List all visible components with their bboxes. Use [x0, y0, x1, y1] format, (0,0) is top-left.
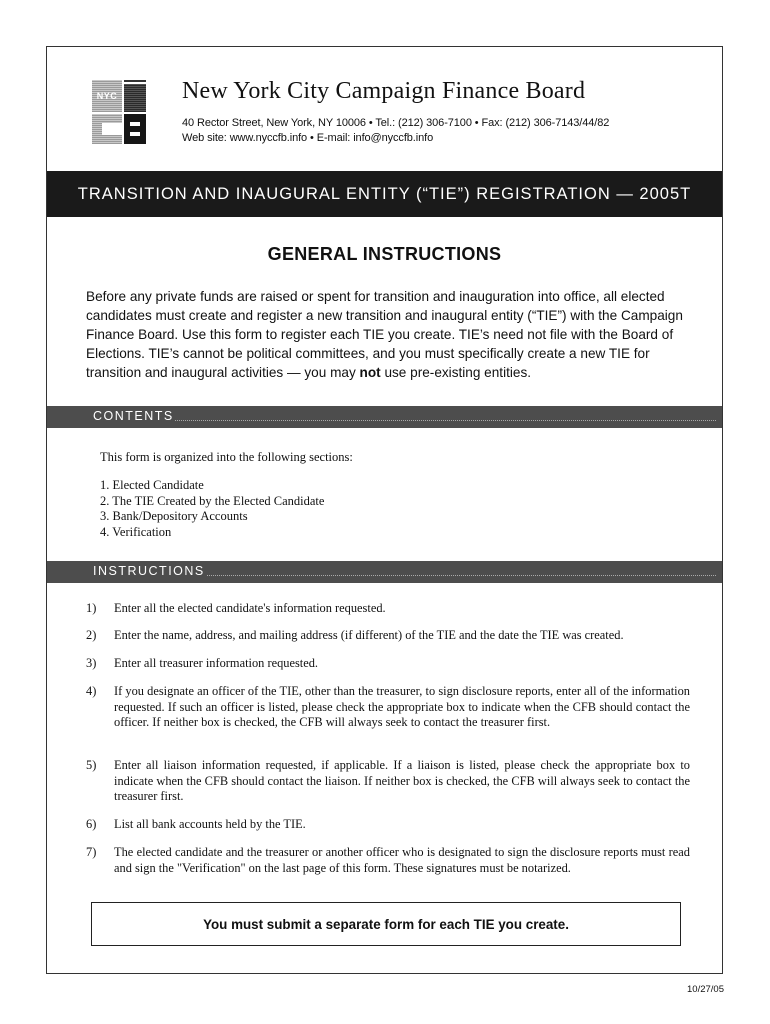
contents-dotted-rule	[175, 420, 716, 421]
form-revision-date: 10/27/05	[687, 984, 724, 995]
instruction-number: 4)	[86, 684, 97, 698]
instructions-section-bar	[47, 561, 722, 583]
contents-item: 1. Elected Candidate	[100, 478, 204, 492]
contents-item: 2. The TIE Created by the Elected Candidate	[100, 493, 325, 508]
instructions-label: INSTRUCTIONS	[93, 564, 205, 578]
instruction-item	[86, 758, 690, 805]
general-instructions-heading: GENERAL INSTRUCTIONS	[267, 244, 502, 264]
separate-form-notice	[91, 902, 681, 946]
instruction-number: 5)	[86, 758, 97, 772]
instruction-item	[86, 601, 690, 617]
instruction-number: 1)	[86, 601, 97, 615]
intro-text-after: use pre-existing entities.	[380, 365, 532, 380]
instruction-text: Enter all liaison information requested, if applicable. If a liaison is listed, please check the appropriate box to indicate when the CFB should contact the liaison. If neither box is checked, the CFB will always seek to contact the treasurer first.	[114, 758, 690, 803]
instruction-item	[86, 684, 690, 731]
instruction-text: Enter all treasurer information requested.	[114, 656, 319, 670]
cfb-logo	[92, 80, 154, 144]
instruction-item	[86, 628, 690, 644]
logo-nyc-block: NYC	[92, 80, 122, 112]
contents-item: 3. Bank/Depository Accounts	[100, 509, 248, 523]
instruction-item	[86, 656, 690, 672]
notice-text: You must submit a separate form for each TIE you create.	[203, 916, 569, 932]
general-intro-paragraph	[86, 287, 696, 382]
instruction-number: 6)	[86, 817, 97, 831]
instruction-text: Enter all the elected candidate's information requested.	[114, 601, 386, 615]
instruction-text: The elected candidate and the treasurer or another officer who is designated to sign the disclosure reports must read and sign the "Verification" on the last page of this form. These signatures must be notarized.	[114, 845, 690, 875]
org-name: New York City Campaign Finance Board	[182, 78, 586, 104]
org-address: 40 Rector Street, New York, NY 10006 • Tel.: (212) 306-7100 • Fax: (212) 306-7143/44/82	[182, 117, 610, 129]
instructions-dotted-rule	[207, 575, 716, 576]
logo-b-letter	[124, 114, 146, 144]
contents-list	[100, 478, 324, 540]
org-web-email: Web site: www.nyccfb.info • E-mail: info@nyccfb.info	[182, 132, 434, 144]
instruction-number: 2)	[86, 628, 97, 642]
contents-item: 4. Verification	[100, 524, 172, 539]
instruction-item	[86, 817, 690, 833]
instruction-text: If you designate an officer of the TIE, other than the treasurer, to sign disclosure reports, enter all of the information requested. If such an officer is listed, please check the appropriate box to indicate when the CFB should contact the officer. If neither box is checked, the CFB will always seek to contact the treasurer first.	[114, 684, 690, 729]
form-title-bar	[47, 171, 722, 217]
intro-text-bold: not	[359, 365, 381, 380]
intro-text-before: Before any private funds are raised or spent for transition and inauguration into office, all elected candidates must create and register a new transition and inaugural entity (“TIE”) with the Campaign Finance Board. Use this form to register each TIE you create. TIE’s need not file with the Board of Elections. TIE’s cannot be political committees, and you must specifically create a new TIE for transition and inaugural activities — you may	[86, 289, 683, 380]
contents-section-bar	[47, 406, 722, 428]
instruction-text: Enter the name, address, and mailing address (if different) of the TIE and the date the TIE was created.	[114, 628, 624, 642]
instruction-text: List all bank accounts held by the TIE.	[114, 817, 306, 831]
logo-dark-block	[124, 84, 146, 112]
instruction-number: 3)	[86, 656, 97, 670]
instruction-item	[86, 845, 690, 876]
logo-rule	[124, 80, 146, 82]
contents-intro: This form is organized into the following sections:	[100, 450, 353, 464]
logo-c-letter	[92, 114, 122, 144]
contents-label: CONTENTS	[93, 409, 174, 423]
form-title: TRANSITION AND INAUGURAL ENTITY (“TIE”) REGISTRATION — 2005T	[77, 184, 692, 203]
instruction-number: 7)	[86, 845, 97, 859]
